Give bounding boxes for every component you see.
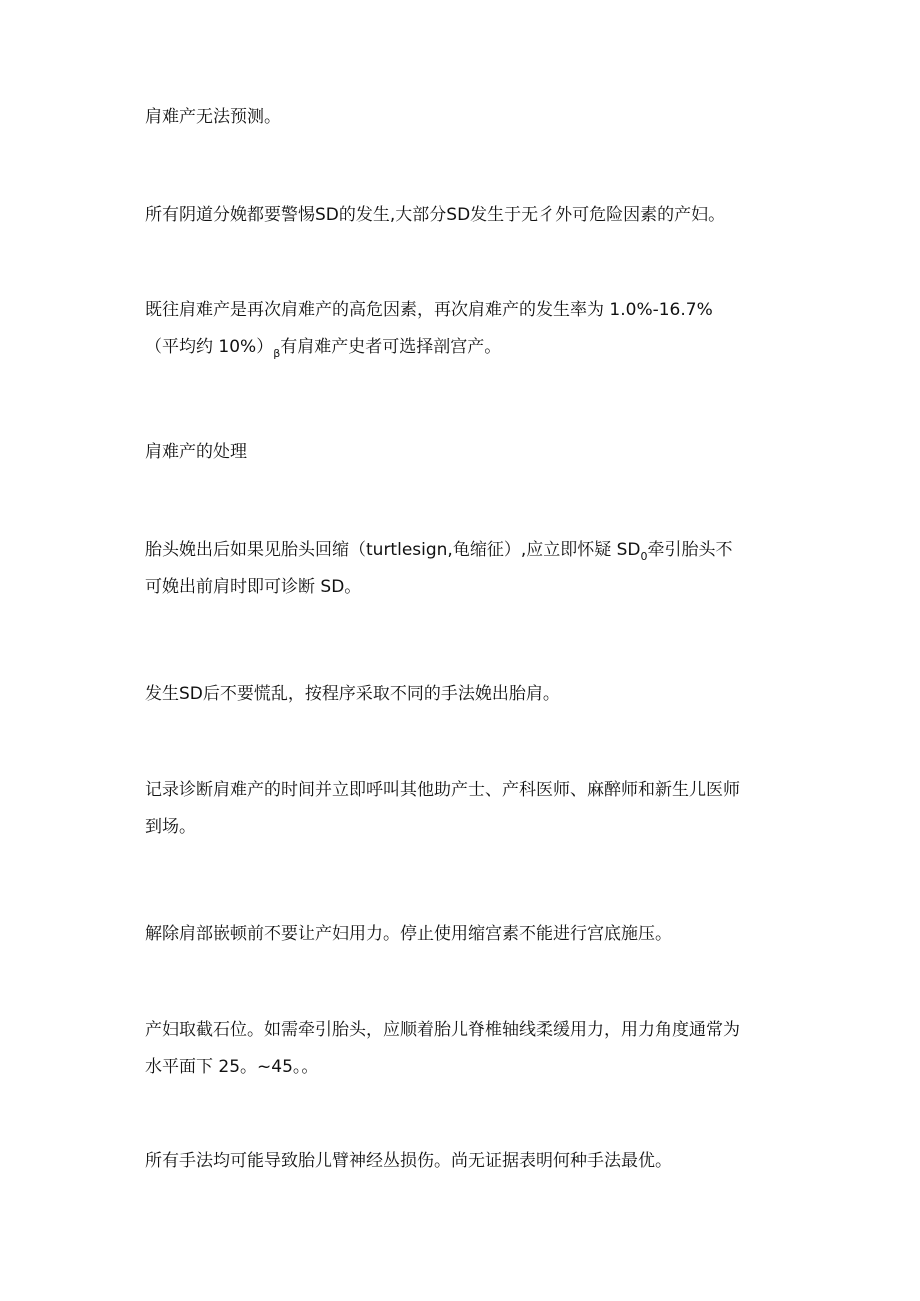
text-segment: 胎头娩出后如果见胎头回缩（turtlesign,龟缩征）,应立即怀疑 SD: [145, 540, 641, 560]
paragraph-vigilance: [145, 197, 790, 234]
paragraph-turtle-sign: [145, 532, 790, 606]
heading-text: 肩难产的处理: [145, 442, 247, 462]
subscript-mark: β: [273, 347, 281, 360]
text-line: 所有手法均可能导致胎儿臂神经丛损伤。尚无证据表明何种手法最优。: [145, 1151, 672, 1171]
text-line: 可娩出前肩时即可诊断 SD。: [145, 577, 362, 597]
paragraph-no-pushing: [145, 916, 790, 953]
text-segment: 有肩难产史者可选择剖宫产。: [280, 337, 502, 357]
text-segment: （平均约 10%）: [145, 337, 274, 357]
paragraph-plexus-injury: [145, 1143, 790, 1180]
paragraph-unpredictable: [145, 99, 790, 136]
text-line-with-subscript: [145, 532, 790, 569]
paragraph-record-and-call: [145, 772, 790, 846]
text-line: 解除肩部嵌顿前不要让产妇用力。停止使用缩宫素不能进行宫底施压。: [145, 924, 672, 944]
text-line: 肩难产无法预测。: [145, 107, 281, 127]
text-line: 既往肩难产是再次肩难产的高危因素，再次肩难产的发生率为 1.0%-16.7%: [145, 300, 713, 320]
text-segment: 牵引胎头不: [647, 540, 733, 560]
section-heading-management: [145, 434, 790, 471]
text-line: 发生SD后不要慌乱，按程序采取不同的手法娩出胎肩。: [145, 684, 560, 704]
subscript-mark: 0: [640, 550, 648, 563]
paragraph-lithotomy: [145, 1012, 790, 1086]
paragraph-recurrence: [145, 292, 790, 366]
text-line: 所有阴道分娩都要警惕SD的发生,大部分SD发生于无彳外可危险因素的产妇。: [145, 205, 726, 225]
text-line: 到场。: [145, 817, 196, 837]
text-line: 记录诊断肩难产的时间并立即呼叫其他助产士、产科医师、麻醉师和新生儿医师: [145, 780, 740, 800]
text-line-with-subscript: [145, 329, 790, 366]
text-line: 产妇取截石位。如需牵引胎头，应顺着胎儿脊椎轴线柔缓用力，用力角度通常为: [145, 1020, 740, 1040]
paragraph-stay-calm: [145, 676, 790, 713]
text-line: 水平面下 25。~45。。: [145, 1057, 319, 1077]
